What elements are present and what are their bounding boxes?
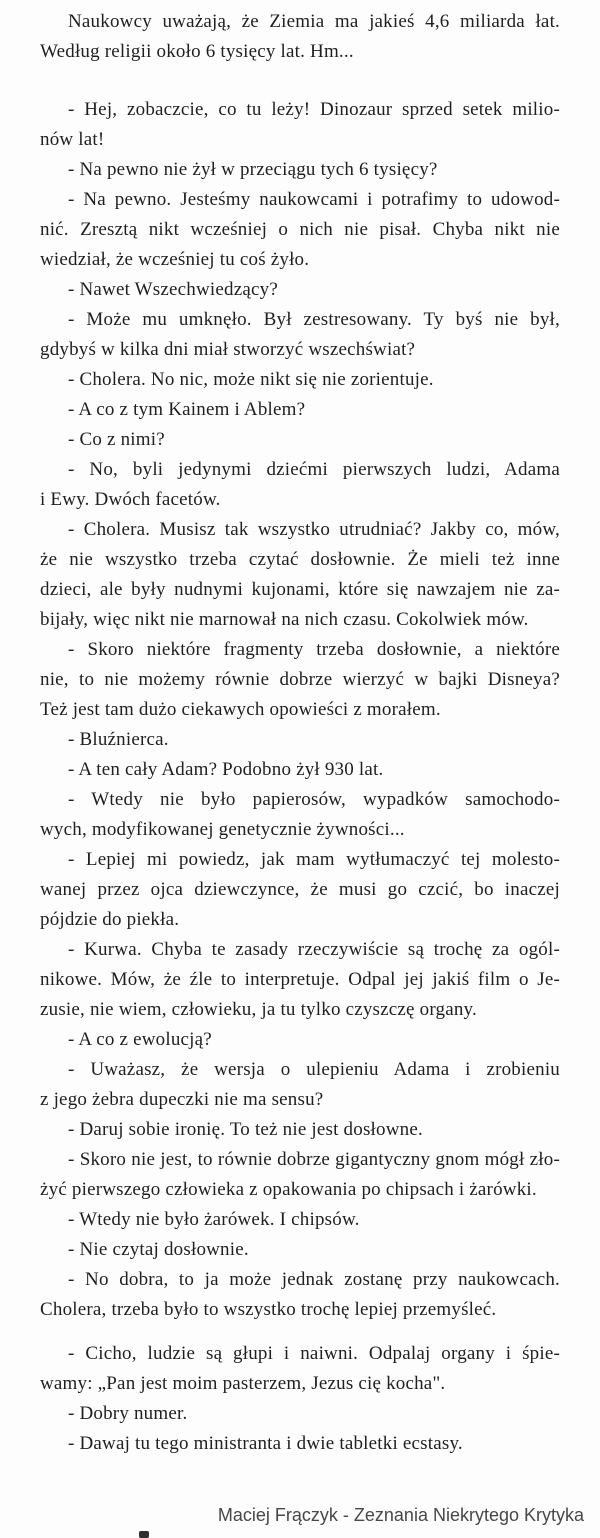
paragraph [40, 1399, 560, 1429]
text-line: bijały, więc nikt nie marnował na nich czasu. Cokolwiek mów. [40, 609, 529, 630]
text-line: wanej przez ojca dziewczynce, że musi go czcić, bo inaczej [40, 879, 560, 900]
text-line: - A co z tym Kainem i Ablem? [68, 399, 306, 420]
paragraph [40, 425, 560, 455]
text-line: - Dawaj tu tego ministranta i dwie tabletki ecstasy. [68, 1433, 463, 1454]
text-line: - Hej, zobaczcie, co tu leży! Dinozaur sprzed setek milio- [68, 99, 560, 120]
paragraph [40, 1339, 560, 1399]
paragraph [40, 785, 560, 845]
text-line: i Ewy. Dwóch facetów. [40, 489, 221, 510]
text-line: - Wtedy nie było papierosów, wypadków samochodo- [68, 789, 560, 810]
paragraph [40, 1265, 560, 1325]
paragraph [40, 1025, 560, 1055]
text-line: - Lepiej mi powiedz, jak mam wytłumaczyć tej molesto- [68, 849, 560, 870]
text-line: dzieci, ale były nudnymi kujonami, które się nawzajem nie za- [40, 579, 560, 600]
paragraph [40, 1055, 560, 1115]
text-line: - Wtedy nie było żarówek. I chipsów. [68, 1209, 360, 1230]
paragraph [40, 1115, 560, 1145]
paragraph [40, 7, 560, 67]
paragraph [40, 1429, 560, 1459]
paragraph [40, 845, 560, 935]
text-line: - Kurwa. Chyba te zasady rzeczywiście są trochę za ogól- [68, 939, 560, 960]
paragraph [40, 725, 560, 755]
text-line: gdybyś w kilka dni miał stworzyć wszechświat? [40, 339, 416, 360]
text-line: Cholera, trzeba było to wszystko trochę lepiej przemyśleć. [40, 1299, 497, 1320]
text-line: - Skoro nie jest, to równie dobrze gigantyczny gnom mógł zło- [68, 1149, 560, 1170]
paragraph [40, 515, 560, 635]
text-line: - Nawet Wszechwiedzący? [68, 279, 278, 300]
paragraph [40, 185, 560, 275]
paragraph [40, 1145, 560, 1205]
text-line: - Skoro niektóre fragmenty trzeba dosłownie, a niektóre [68, 639, 560, 660]
text-line: - A ten cały Adam? Podobno żył 930 lat. [68, 759, 384, 780]
text-line: zusie, nie wiem, człowieku, ja tu tylko czyszczę organy. [40, 999, 477, 1020]
credit-line: Maciej Frączyk - Zeznania Niekrytego Krytyka [217, 1505, 584, 1525]
text-line: - Daruj sobie ironię. To też nie jest dosłowne. [68, 1119, 423, 1140]
text-line: wamy: „Pan jest moim pasterzem, Jezus cię kocha". [40, 1373, 446, 1394]
paragraph [40, 935, 560, 1025]
text-line: - No dobra, to ja może jednak zostanę przy naukowcach. [68, 1269, 560, 1290]
paragraph [40, 755, 560, 785]
text-line: wiedział, że wcześniej tu coś żyło. [40, 249, 310, 270]
text-line: - Co z nimi? [68, 429, 165, 450]
text-line: nie, to nie możemy równie dobrze wierzyć w bajki Disneya? [40, 669, 560, 690]
text-line: - Na pewno. Jesteśmy naukowcami i potrafimy to udowod- [68, 189, 560, 210]
text-line: - No, byli jedynymi dziećmi pierwszych ludzi, Adama [68, 459, 560, 480]
paragraph [40, 1235, 560, 1265]
text-line: - Cicho, ludzie są głupi i naiwni. Odpalaj organy i śpie- [68, 1343, 560, 1364]
text-line: że nie wszystko trzeba czytać dosłownie. Że mieli też inne [40, 549, 560, 570]
paragraph [40, 635, 560, 725]
paragraph [40, 395, 560, 425]
text-line: z jego żebra dupeczki nie ma sensu? [40, 1089, 324, 1110]
paragraph [40, 305, 560, 365]
text-line: pójdzie do piekła. [40, 909, 180, 930]
paragraph [40, 95, 560, 155]
paragraph [40, 155, 560, 185]
text-line: Naukowcy uważają, że Ziemia ma jakieś 4,6 miliarda łat. [68, 11, 560, 32]
paragraph [40, 1205, 560, 1235]
text-line: nić. Zresztą nikt wcześniej o nich nie pisał. Chyba nikt nie [40, 219, 560, 240]
text-line: Według religii około 6 tysięcy lat. Hm... [40, 41, 354, 62]
text-line: - Nie czytaj dosłownie. [68, 1239, 249, 1260]
paragraph [40, 365, 560, 395]
text-line: - Dobry numer. [68, 1403, 188, 1424]
text-line: nikowe. Mów, że źle to interpretuje. Odpal jej jakiś film o Je- [40, 969, 560, 990]
paragraph [40, 275, 560, 305]
text-line: - Uważasz, że wersja o ulepieniu Adama i zrobieniu [68, 1059, 560, 1080]
text-line: Też jest tam dużo ciekawych opowieści z morałem. [40, 699, 441, 720]
text-line: nów lat! [40, 129, 105, 150]
text-line: - A co z ewolucją? [68, 1029, 212, 1050]
text-line: żyć pierwszego człowieka z opakowania po chipsach i żarówki. [40, 1179, 537, 1200]
text-line: wych, modyfikowanej genetycznie żywności... [40, 819, 405, 840]
text-line: - Na pewno nie żył w przeciągu tych 6 tysięcy? [68, 159, 438, 180]
text-line: - Cholera. No nic, może nikt się nie zorientuje. [68, 369, 434, 390]
text-line: - Bluźnierca. [68, 729, 169, 750]
paragraph [40, 455, 560, 515]
text-line: - Cholera. Musisz tak wszystko utrudniać? Jakby co, mów, [68, 519, 560, 540]
cropped-glyph-artifact [139, 1531, 149, 1538]
text-line: - Może mu umknęło. Był zestresowany. Ty byś nie był, [68, 309, 560, 330]
